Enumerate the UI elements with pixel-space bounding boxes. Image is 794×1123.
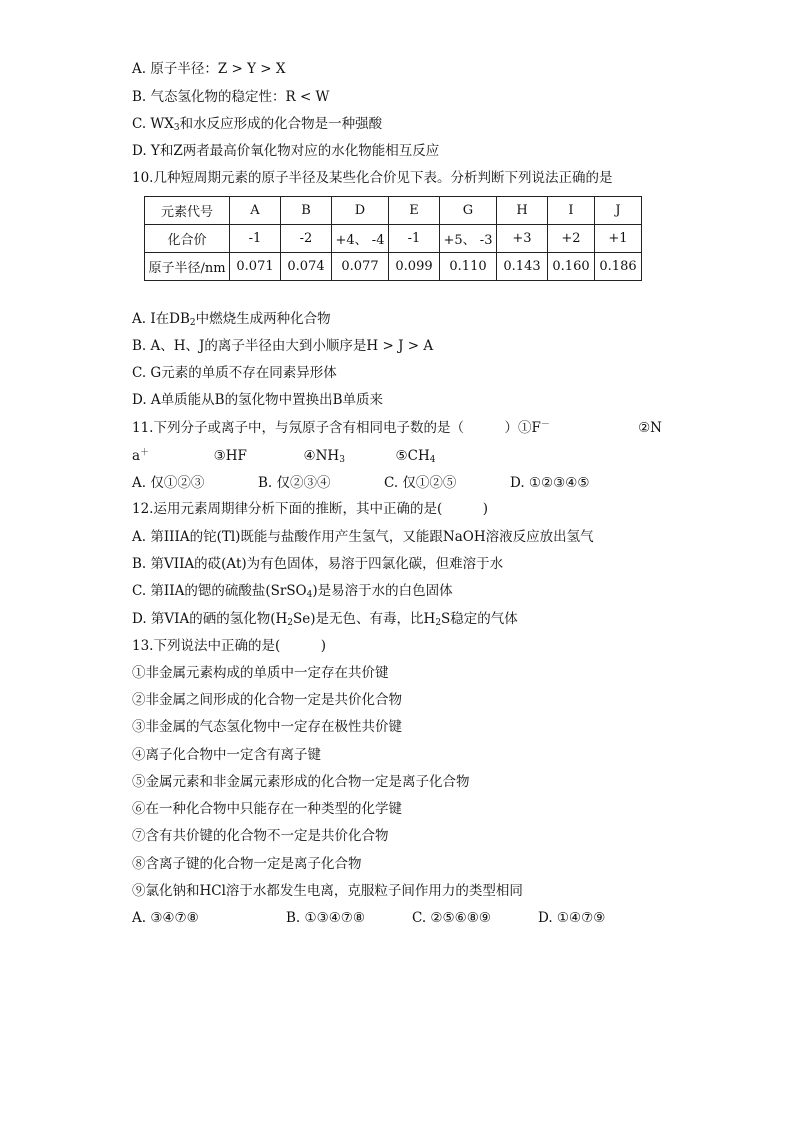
table-row bbox=[145, 197, 642, 225]
q13-options bbox=[132, 909, 605, 927]
table-cell: J bbox=[595, 197, 642, 225]
q13-statement: ③非金属的气态氢化物中一定存在极性共价键 bbox=[132, 719, 402, 735]
q13-statement: ②非金属之间形成的化合物一定是共价化合物 bbox=[132, 692, 402, 708]
table-cell: -1 bbox=[230, 225, 281, 253]
q11-options bbox=[132, 474, 589, 492]
q13-option-a: A. ③④⑦⑧ bbox=[132, 910, 199, 926]
q11-option-b: B. 仅②③④ bbox=[258, 475, 331, 491]
q13-statement: ①非金属元素构成的单质中一定存在共价键 bbox=[132, 665, 389, 681]
table-cell: 0.074 bbox=[281, 253, 332, 281]
q12-option-c: C. 第IIA的锶的硫酸盐(SrSO$_4$)是易溶于水的白色固体 bbox=[132, 583, 453, 600]
q13-statement: ④离子化合物中一定含有离子键 bbox=[132, 747, 321, 763]
table-cell: -1 bbox=[389, 225, 440, 253]
q9-option-a: A. 原子半径：Z > Y > X bbox=[132, 61, 286, 77]
table-cell: +2 bbox=[548, 225, 595, 253]
table-cell: 0.160 bbox=[548, 253, 595, 281]
table-cell: 0.077 bbox=[332, 253, 389, 281]
table-cell: D bbox=[332, 197, 389, 225]
q10-option-b: B. A、H、J的离子半径由大到小顺序是H > J > A bbox=[132, 338, 434, 354]
q10-option-a: A. I在$DB_2$中燃烧生成两种化合物 bbox=[132, 311, 331, 328]
q13-option-b: B. ①③④⑦⑧ bbox=[286, 910, 366, 926]
q10-stem: 10.几种短周期元素的原子半径及某些化合价见下表。分析判断下列说法正确的是 bbox=[132, 170, 613, 186]
table-cell: +5、 -3 bbox=[440, 225, 497, 253]
q11-items: a＋ ③HF $④NH_3$ $⑤CH_4$ bbox=[132, 448, 436, 465]
q12-stem: 12.运用元素周期律分析下面的推断，其中正确的是( ) bbox=[132, 501, 489, 517]
q13-statement: ⑨氯化钠和HCl溶于水都发生电离，克服粒子间作用力的类型相同 bbox=[132, 883, 523, 899]
q11-option-d: D. ①②③④⑤ bbox=[510, 475, 590, 491]
q13-statement: ⑥在一种化合物中只能存在一种类型的化学键 bbox=[132, 801, 402, 817]
table-cell: B bbox=[281, 197, 332, 225]
table-row bbox=[145, 225, 642, 253]
element-data-table bbox=[144, 196, 642, 281]
table-cell: +1 bbox=[595, 225, 642, 253]
table-cell: I bbox=[548, 197, 595, 225]
q13-statement: ⑤金属元素和非金属元素形成的化合物一定是离子化合物 bbox=[132, 774, 470, 790]
q11-option-c: C. 仅①②⑤ bbox=[384, 475, 457, 491]
q9-option-d: D. Y和Z两者最高价氧化物对应的水化物能相互反应 bbox=[132, 143, 440, 159]
table-cell: 0.099 bbox=[389, 253, 440, 281]
q12-option-b: B. 第VIIA的砹(At)为有色固体，易溶于四氯化碳，但难溶于水 bbox=[132, 556, 504, 572]
row-label: 化合价 bbox=[145, 225, 230, 253]
table-cell: 0.143 bbox=[497, 253, 548, 281]
row-label: 原子半径/nm bbox=[145, 253, 230, 281]
table-cell: +4、 -4 bbox=[332, 225, 389, 253]
q13-statement: ⑦含有共价键的化合物不一定是共价化合物 bbox=[132, 828, 389, 844]
table-cell: H bbox=[497, 197, 548, 225]
table-cell: G bbox=[440, 197, 497, 225]
q12-option-a: A. 第IIIA的铊(Tl)既能与盐酸作用产生氢气，又能跟NaOH溶液反应放出氢气 bbox=[132, 529, 594, 545]
q9-option-b: B. 气态氢化物的稳定性：R < W bbox=[132, 89, 330, 105]
q10-option-d: D. A单质能从B的氢化物中置换出B单质来 bbox=[132, 392, 384, 408]
q13-stem: 13.下列说法中正确的是( ) bbox=[132, 638, 327, 654]
table-cell: 0.071 bbox=[230, 253, 281, 281]
table-cell: 0.110 bbox=[440, 253, 497, 281]
table-row bbox=[145, 253, 642, 281]
table-cell: E bbox=[389, 197, 440, 225]
q13-option-c: C. ②⑤⑥⑧⑨ bbox=[412, 910, 491, 926]
q9-option-c: C. $WX_3$和水反应形成的化合物是一种强酸 bbox=[132, 116, 383, 133]
q11-option-a: A. 仅①②③ bbox=[132, 475, 205, 491]
table-cell: -2 bbox=[281, 225, 332, 253]
table-cell: 0.186 bbox=[595, 253, 642, 281]
q13-statement: ⑧含离子键的化合物一定是离子化合物 bbox=[132, 856, 362, 872]
q11-stem: 11.下列分子或离子中，与氖原子含有相同电子数的是（ ）①F－ ②N bbox=[132, 420, 662, 436]
q10-option-c: C. G元素的单质不存在同素异形体 bbox=[132, 365, 337, 381]
table-cell: A bbox=[230, 197, 281, 225]
table-cell: +3 bbox=[497, 225, 548, 253]
q12-option-d: D. 第VIA的硒的氢化物$(H_2Se)$是无色、有毒，比$H_2S$稳定的气体 bbox=[132, 611, 518, 628]
q13-option-d: D. ①④⑦⑨ bbox=[538, 910, 606, 926]
row-label: 元素代号 bbox=[145, 197, 230, 225]
